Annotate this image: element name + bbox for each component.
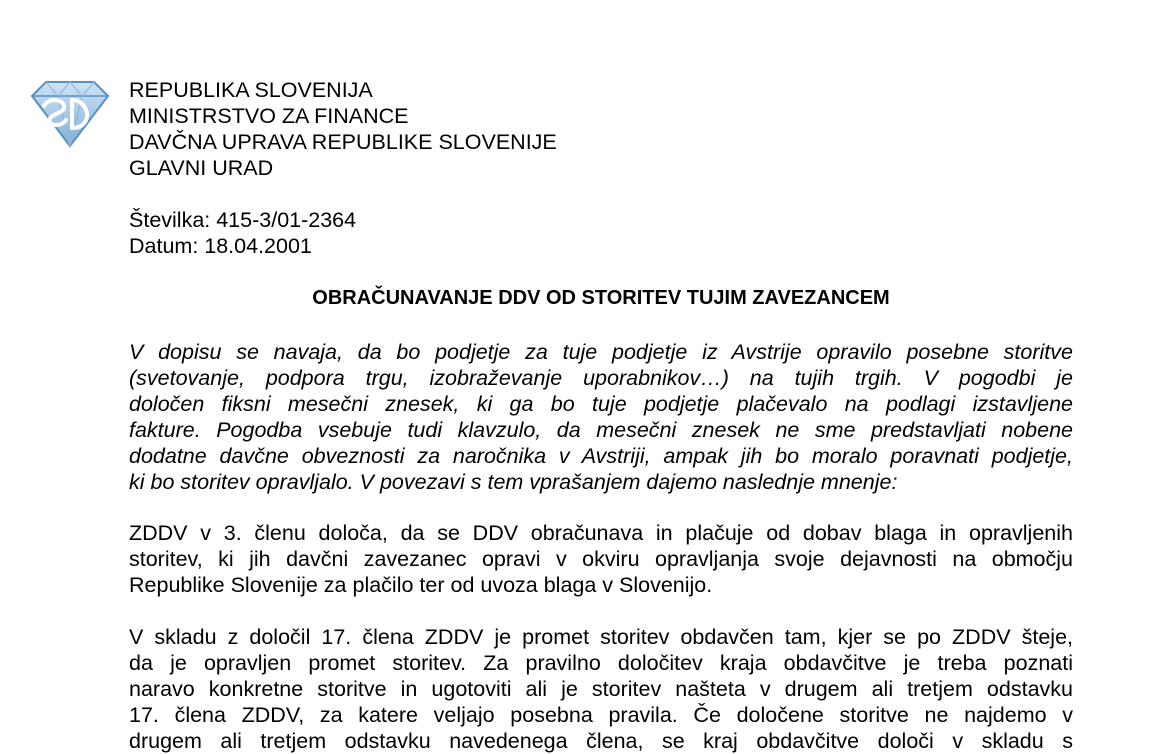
paragraph-inquiry — [129, 339, 1073, 495]
header-line-republic: REPUBLIKA SLOVENIJA — [129, 78, 373, 102]
paragraph-line: drugem ali tretjem odstavku navedenega člena, se kraj obdavčitve določi v skladu s — [129, 729, 1073, 753]
paragraph-line: dodatne davčne obveznosti za naročnika v Avstriji, ampak jih bo moralo poravnati podjetje, — [129, 444, 1073, 468]
paragraph-article-3 — [129, 520, 1073, 598]
header-line-ministry: MINISTRSTVO ZA FINANCE — [129, 104, 409, 128]
durs-logo — [28, 78, 112, 150]
paragraph-line: V dopisu se navaja, da bo podjetje za tuje podjetje iz Avstrije opravilo posebne storitve — [129, 340, 1073, 364]
paragraph-article-17 — [129, 624, 1073, 754]
paragraph-line: storitev, ki jih davčni zavezanec opravi v okviru opravljanja svoje dejavnosti na območju — [129, 547, 1073, 571]
document-title: OBRAČUNAVANJE DDV OD STORITEV TUJIM ZAVEZANCEM — [312, 287, 890, 309]
paragraph-line: ki bo storitev opravljalo. V povezavi s tem vprašanjem dajemo naslednje mnenje: — [129, 470, 898, 494]
paragraph-line: fakture. Pogodba vsebuje tudi klavzulo, da mesečni znesek ne sme predstavljati nobene — [129, 418, 1073, 442]
paragraph-line: (svetovanje, podpora trgu, izobraževanje uporabnikov…) na tujih trgih. V pogodbi je — [129, 366, 1073, 390]
header-line-tax-administration: DAVČNA UPRAVA REPUBLIKE SLOVENIJE — [129, 130, 557, 154]
document-meta — [129, 207, 356, 259]
header-line-head-office: GLAVNI URAD — [129, 156, 274, 180]
paragraph-line: 17. člena ZDDV, za katere veljajo posebna pravila. Če določene storitve ne najdemo v — [129, 703, 1073, 727]
paragraph-line: da je opravljen promet storitev. Za pravilno določitev kraja obdavčitve je treba poznati — [129, 651, 1073, 675]
paragraph-line: ZDDV v 3. členu določa, da se DDV obračunava in plačuje od dobav blaga in opravljenih — [129, 521, 1073, 545]
paragraph-line: določen fiksni mesečni znesek, ki ga bo tuje podjetje plačevalo na podlagi izstavljene — [129, 392, 1073, 416]
document-date: Datum: 18.04.2001 — [129, 234, 312, 258]
document-number: Številka: 415-3/01-2364 — [129, 208, 357, 232]
issuer-header — [129, 77, 557, 181]
paragraph-line: Republike Slovenije za plačilo ter od uvoza blaga v Slovenijo. — [129, 573, 713, 597]
paragraph-line: naravo konkretne storitve in ugotoviti ali je storitev našteta v drugem ali tretjem odstavku — [129, 677, 1073, 701]
paragraph-line: V skladu z določil 17. člena ZDDV je promet storitev obdavčen tam, kjer se po ZDDV šteje, — [129, 625, 1073, 649]
